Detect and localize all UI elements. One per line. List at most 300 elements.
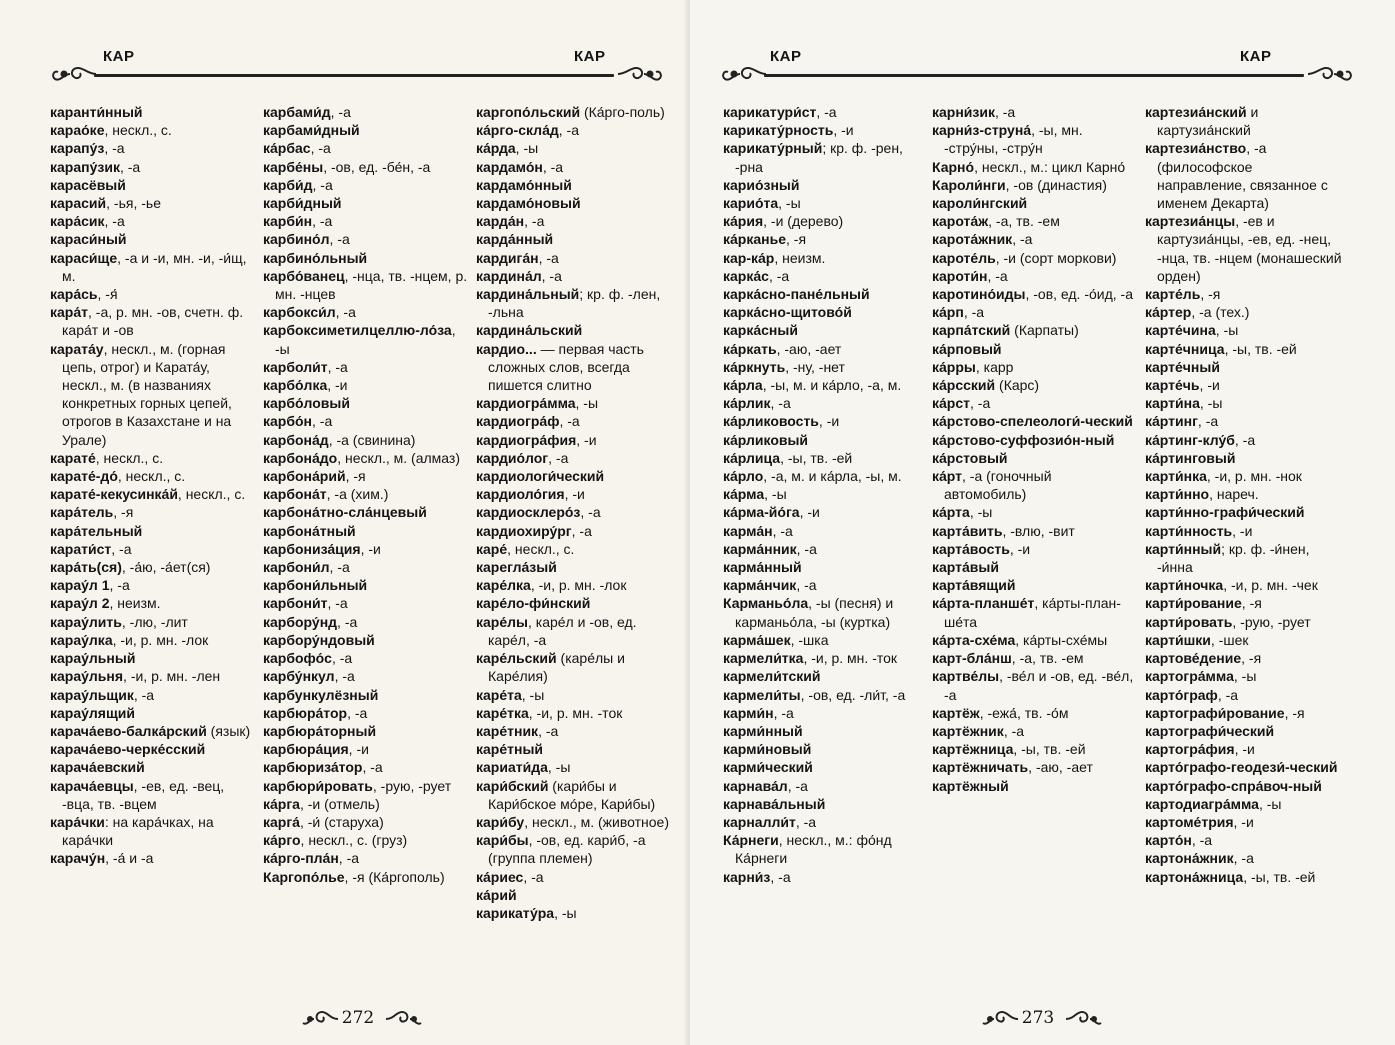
entry-grammar: , -ов, ед. -бе́н, -а [323,158,431,175]
headword: Карно́ [932,158,975,175]
dictionary-entry [263,503,468,521]
dictionary-entry [263,722,468,740]
headword: каре́ [476,540,508,557]
dictionary-entry [932,249,1137,267]
headword: ка́рры [932,358,976,375]
dictionary-entry [932,340,1137,358]
dictionary-entry [476,758,681,776]
dictionary-entry [1145,449,1345,467]
dictionary-entry [1145,340,1345,358]
dictionary-entry [263,267,468,303]
headword: карбоксиметилцеллю-ло́за [263,322,452,339]
headword: Ка́рнеги [723,832,779,849]
entry-grammar: , -аю, -ает [776,340,842,357]
dictionary-entry [1145,212,1345,285]
guide-word-right: КАР [574,48,606,65]
dictionary-entry [723,758,928,776]
headword: кардиогра́ф [476,413,560,430]
headword: кардамо́н [476,158,543,175]
headword: карасёвый [50,176,126,193]
dictionary-entry [476,686,681,704]
entry-grammar: , -ов (династия) [1005,176,1107,193]
entry-grammar: , -я́ [97,286,118,303]
entry-grammar: , -рую, -рует [1232,613,1311,630]
dictionary-entry [1145,467,1345,485]
headword: ка́рсский [932,377,996,394]
entry-grammar: , -а [111,540,132,557]
dictionary-entry [263,758,468,776]
entry-grammar: , -я (Ка́ргополь) [344,868,445,885]
headword: карми́нный [723,722,803,739]
headword: ка́рповый [932,340,1002,357]
page-number: 272 [341,1008,375,1028]
dictionary-entry [50,103,255,121]
headword: карбо́лка [263,377,328,394]
entry-grammar: , -ы, тв. -ей [1013,741,1086,758]
entry-grammar: , -ы [275,322,456,357]
headword: карбона́д [263,431,329,448]
headword: карапу́з [50,140,105,157]
headword: карикату́рный [723,140,823,157]
entry-grammar: , -и, р. мн. -ток [528,704,623,721]
entry-grammar: , -ы, тв. -ей [1243,868,1316,885]
headword: каре́та [476,686,522,703]
headword: картезиа́нство [1145,140,1247,157]
entry-grammar: , -а [104,213,125,230]
entry-grammar: , -а [133,686,155,703]
entry-grammar: , -а [994,104,1016,120]
entry-grammar: , -и [564,486,585,503]
entry-grammar: , -а [768,267,790,284]
headword: карте́чь [1145,377,1200,394]
headword: кармели́ты [723,686,801,703]
entry-grammar: , -ы [515,140,539,157]
entry-grammar: , -а [312,176,333,193]
dictionary-entry [932,594,1137,630]
headword: кардига́н [476,249,539,266]
dictionary-entry [50,449,255,467]
entry-grammar: , -и [799,504,820,521]
entry-grammar: , -и [348,741,369,758]
entry-grammar: , -ы, тв. -ей [1224,340,1297,357]
dictionary-entry [263,394,468,412]
headword: карау́лящий [50,704,136,721]
dictionary-entry [476,594,681,612]
dictionary-entry [50,176,255,194]
entry-grammar: , -а [338,850,360,867]
dictionary-entry [263,230,468,248]
headword: ка́рло [723,468,764,485]
entry-grammar: , -а [331,650,353,667]
headword: караси́ще [50,249,118,266]
headword: кароли́нгский [932,195,1028,212]
entry-grammar: , -ы [1215,322,1239,339]
dictionary-entry [476,868,681,886]
dictionary-entry [263,194,468,212]
headword: картона́жник [1145,850,1234,867]
dictionary-entry [723,449,928,467]
dictionary-entry [1145,813,1345,831]
dictionary-entry [263,176,468,194]
entry-grammar: , -а [970,395,991,412]
entry-grammar: , -ов, ед. -ли́т, -а [800,686,906,703]
page-number-footer [980,1004,1100,1034]
dictionary-entry [723,121,928,139]
entry-grammar: , -нца, тв. -нцем, р. мн. -нцев [275,267,468,303]
dictionary-entry [932,631,1137,649]
headword: картогра́мма [1145,668,1234,685]
headword: карби́дный [263,195,342,212]
header-rule [764,74,1304,77]
headword: карти́нно [1145,486,1210,503]
headword: кардиогра́фия [476,431,577,448]
dictionary-entry [723,667,928,685]
headword: карбюра́торный [263,722,377,739]
dictionary-entry [263,139,468,157]
dictionary-entry [50,704,255,722]
page-number-ornament-icon [1064,1006,1104,1032]
dictionary-entry [723,412,928,430]
dictionary-entry [50,649,255,667]
entry-grammar: , нескл., с. (груз) [300,832,408,849]
dictionary-entry [50,594,255,612]
entry-grammar: , -ы (песня) и карманьо́ла, -ы (куртка) [735,595,894,630]
entry-grammar: , -а [795,813,817,830]
headword: карата́у [50,340,104,357]
dictionary-entry [263,831,468,849]
guide-word-left: КАР [103,48,135,65]
entry-grammar: , -а (хим.) [326,486,389,503]
headword: картезиа́нский [1145,104,1247,120]
dictionary-entry [1145,667,1345,685]
dictionary-entry [932,522,1137,540]
entry-grammar: , -и [1234,741,1255,758]
dictionary-entry [476,176,681,194]
entry-grammar: , -а [816,104,837,120]
scroll-ornament-icon [50,60,98,88]
entry-grammar: , -а [335,304,356,321]
dictionary-entry [1145,285,1345,303]
dictionary-entry [932,212,1137,230]
header-rule [94,74,614,77]
entry-grammar: , -ы [969,504,993,521]
dictionary-entry [476,649,681,685]
entry-grammar: (Карс) [995,377,1040,394]
dictionary-entry [723,576,928,594]
headword: кармели́тка [723,650,804,667]
dictionary-entry [1145,503,1345,521]
headword: карау́льный [50,650,136,667]
headword: карасий [50,195,107,212]
headword: карате́ [50,449,96,466]
dictionary-entry [723,704,928,722]
dictionary-entry [932,103,1137,121]
left-page [0,0,690,1045]
dictionary-entry [263,868,468,886]
dictionary-entry [932,176,1137,194]
entry-grammar: , -а [1217,686,1239,703]
dictionary-entry [263,740,468,758]
dictionary-entry [263,431,468,449]
headword: ка́ртинг [1145,413,1198,430]
dictionary-entry [723,358,928,376]
headword: карота́ж [932,213,989,230]
headword: карти́ночка [1145,577,1224,594]
headword: ка́рлица [723,449,781,466]
headword: ка́рда [476,140,516,157]
dictionary-entry [723,249,928,267]
dictionary-entry [723,321,928,339]
dictionary-entry [263,212,468,230]
headword: карате́-кекусинка́й [50,486,178,503]
dictionary-entry [50,467,255,485]
dictionary-entry [1145,740,1345,758]
entry-grammar: (Ка́рго-поль) [580,104,665,120]
dictionary-entry [50,558,255,576]
dictionary-entry [476,285,681,321]
dictionary-entry [476,704,681,722]
headword: каре́тный [476,741,544,758]
dictionary-entry [932,467,1137,503]
headword: ка́рта [932,504,970,521]
dictionary-entry [723,230,928,248]
headword: карти́нный [1145,540,1222,557]
dictionary-entry [263,358,468,376]
entry-grammar: , -а [796,577,817,594]
right-page [690,0,1395,1045]
headword: карка́сно-щитово́й [723,304,852,321]
entry-grammar: , каре́л и -ов, ед. каре́л, -а [488,613,637,648]
headword: ка́ртинговый [1145,449,1236,466]
dictionary-entry [476,431,681,449]
headword: карнава́л [723,777,788,794]
headword: кара́ть(ся) [50,559,122,576]
entry-grammar: , -а [787,777,808,794]
dictionary-entry [932,431,1137,449]
headword: картезиа́нцы [1145,213,1236,230]
entry-grammar: , -а [312,213,333,230]
headword: карка́сный [723,322,798,339]
entry-grammar: , -ну, -нет [785,358,845,375]
guide-word-left: КАР [770,48,802,65]
dictionary-entry [476,813,681,831]
dictionary-entry [263,303,468,321]
entry-grammar: , -а [334,668,355,685]
dictionary-entry [263,686,468,704]
entry-grammar: , карр [975,358,1014,375]
dictionary-entry [1145,540,1345,576]
dictionary-entry [476,230,681,248]
entry-grammar: , -ы, тв. -ей [780,449,853,466]
dictionary-entry [1145,649,1345,667]
headword: карбюра́тор [263,704,348,721]
headword: карау́лка [50,631,113,648]
entry-grammar: , -а [538,249,559,266]
headword: карота́жник [932,231,1013,248]
entry-grammar: , -и [1199,377,1220,394]
dictionary-entry [1145,376,1345,394]
headword: карате́-до́ [50,468,118,485]
entry-grammar: , -ы [554,904,577,921]
entry-grammar: , -а [1234,431,1256,448]
dictionary-entry [263,321,468,357]
headword: кардиоло́гия [476,486,565,503]
headword: кардамо́новый [476,195,581,212]
headword: карда́н [476,213,525,230]
entry-grammar: , -а [538,722,559,739]
entry-grammar: (кари́бы и Кари́бское мо́ре, Кари́бы) [488,777,656,812]
headword: карти́нность [1145,522,1233,539]
dictionary-entry [723,777,928,795]
headword: картографи́ческий [1145,722,1275,739]
entry-column [50,103,255,868]
headword: карбино́л [263,231,330,248]
dictionary-entry [723,194,928,212]
entry-column [723,103,928,886]
headword: карма́нник [723,540,797,557]
entry-grammar: ; кр. ф. -рен, -рна [735,140,903,175]
entry-grammar: , -и (отмель) [299,795,380,812]
headword: Кароли́нги [932,176,1006,193]
headword: карегла́зый [476,559,557,576]
scroll-ornament-icon [616,60,664,88]
headword: карача́евцы [50,777,134,794]
headword: кариати́да [476,759,548,776]
headword: картёжный [932,777,1009,794]
dictionary-entry [476,212,681,230]
entry-grammar: , -ов, ед. -о́ид, -а [1025,286,1134,303]
headword: караси́ный [50,231,127,248]
headword: карио́зный [723,176,800,193]
dictionary-entry [50,613,255,631]
entry-grammar: , -ы [764,486,787,503]
entry-grammar: , -а [796,540,817,557]
headword: карау́льня [50,668,124,685]
dictionary-entry [50,212,255,230]
headword: карбюра́ция [263,741,349,758]
dictionary-entry [476,267,681,285]
dictionary-entry [50,849,255,867]
headword: карбона́т [263,486,327,503]
headword: карачу́н [50,850,106,867]
headword: карбору́ндовый [263,631,375,648]
entry-grammar: , -ев и картузиа́нцы, -ев, ед. -нец, -нца, тв. -нцем (монашеский орден) [1157,213,1342,284]
entry-grammar: , -и [1009,540,1031,557]
dictionary-entry [723,868,928,886]
dictionary-entry [1145,139,1345,212]
headword: карто́графо-спра́воч-ный [1145,777,1322,794]
entry-grammar: , -и [833,122,854,139]
dictionary-entry [932,412,1137,430]
headword: ка́рлик [723,395,771,412]
entry-grammar: , -а [580,504,601,521]
entry-grammar: : на кара́чках, на кара́чки [62,813,214,849]
dictionary-entry [50,340,255,449]
headword: карни́зик [932,104,995,120]
dictionary-entry [932,777,1137,795]
headword: кара́тельный [50,522,143,539]
entry-grammar: , -а [548,449,569,466]
headword: ка́рий [476,886,517,903]
dictionary-entry [1145,394,1345,412]
dictionary-entry [1145,686,1345,704]
dictionary-entry [50,249,255,285]
headword: карто́граф [1145,686,1218,703]
headword: карати́ст [50,540,112,557]
entry-grammar: , -рую, -рует [372,777,452,794]
headword: ка́рп [932,304,964,321]
dictionary-entry [476,340,681,395]
entry-grammar: , -я [1200,286,1221,303]
dictionary-entry [723,467,928,485]
entry-grammar: , -и, р. мн. -лок [112,631,209,648]
entry-grammar: , -а и -и, мн. -и, -и́щ, м. [62,249,247,284]
headword: кар-ка́р [723,249,775,266]
headword: карбофо́с [263,650,332,667]
dictionary-entry [723,485,928,503]
dictionary-entry [1145,831,1345,849]
headword: карау́льщик [50,686,134,703]
headword: ка́рт [932,468,963,485]
headword: карнава́льный [723,795,826,812]
entry-grammar: , -ья, -ье [106,195,161,212]
entry-grammar: , -ы [521,686,545,703]
entry-grammar: , -а [963,304,985,321]
headword: карпа́тский [932,322,1011,339]
headword: картёж [932,704,980,721]
dictionary-entry [932,758,1137,776]
headword: кардина́льский [476,322,583,339]
headword: ка́рстовый [932,449,1008,466]
entry-grammar: , -а (тех.) [1191,304,1250,321]
dictionary-entry [1145,431,1345,449]
dictionary-entry [1145,321,1345,339]
headword: карти́шки [1145,631,1211,648]
headword: карио́та [723,195,779,212]
entry-grammar: , неизм. [774,249,826,266]
dictionary-entry [263,376,468,394]
dictionary-entry [1145,631,1345,649]
dictionary-entry [50,485,255,503]
dictionary-entry [932,740,1137,758]
dictionary-entry [723,740,928,758]
dictionary-entry [476,321,681,339]
entry-grammar: , -а [1233,850,1254,867]
dictionary-entry [932,449,1137,467]
headword: каре́ло-фи́нский [476,595,591,612]
headword: ка́рга [263,795,300,812]
headword: карбюриза́тор [263,759,363,776]
dictionary-entry [723,303,928,321]
entry-grammar: , -а [987,267,1008,284]
headword: картве́лы [932,668,1000,685]
entry-grammar: , -а, тв. -ем [1011,650,1084,667]
dictionary-entry [932,376,1137,394]
dictionary-entry [50,230,255,248]
dictionary-entry [50,522,255,540]
dictionary-entry [50,285,255,303]
headword: карма́нчик [723,577,797,594]
headword: кардио́лог [476,449,549,466]
headword: карта́вость [932,540,1010,557]
dictionary-entry [263,522,468,540]
headword: кармели́тский [723,668,821,685]
headword: карбами́д [263,104,331,120]
entry-grammar: , -а [541,267,562,284]
headword: карби́д [263,176,313,193]
entry-grammar: , -и [818,413,840,430]
dictionary-entry [723,503,928,521]
